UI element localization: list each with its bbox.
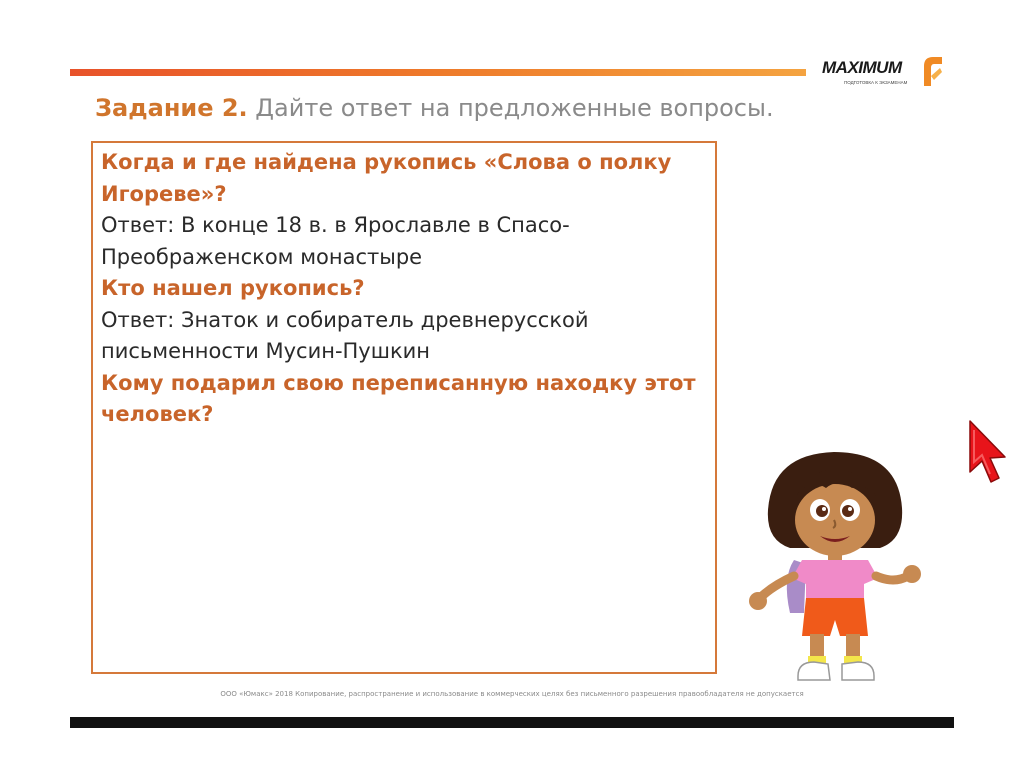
header-accent-line	[70, 69, 806, 76]
question-line: Когда и где найдена рукопись «Слова о полку	[101, 150, 672, 174]
footer-line	[70, 717, 954, 728]
answer-line: Ответ: В конце 18 в. в Ярославле в Спасо-	[101, 213, 570, 237]
orange-m-logo-icon	[918, 54, 944, 88]
task-number: Задание 2.	[95, 94, 248, 122]
copyright-notice: ООО «Юмакс» 2018 Копирование, распространение и использование в коммерческих целях без письменного разрешения правообладателя не допускается	[220, 690, 804, 698]
task-title	[95, 94, 774, 122]
question-line: Игореве»?	[101, 181, 227, 206]
maximum-logo	[820, 52, 945, 94]
answer-line: Ответ: Знаток и собиратель древнерусской	[101, 307, 589, 332]
question-line: человек?	[101, 402, 214, 426]
cartoon-girl-illustration	[742, 448, 927, 693]
question-line: Кому подарил свою переписанную находку этот	[101, 370, 696, 395]
questions-box	[91, 141, 717, 674]
answer-line: Преображенском монастыре	[101, 244, 423, 269]
task-instruction: Дайте ответ на предложенные вопросы.	[247, 94, 774, 122]
question-line: Кто нашел рукопись?	[101, 276, 365, 300]
red-arrow-cursor-icon	[966, 418, 1008, 490]
logo-tagline: ПОДГОТОВКА К ЭКЗАМЕНАМ	[844, 80, 908, 85]
answer-line: письменности Мусин-Пушкин	[101, 339, 431, 363]
logo-wordmark: MAXIMUM	[822, 58, 902, 77]
